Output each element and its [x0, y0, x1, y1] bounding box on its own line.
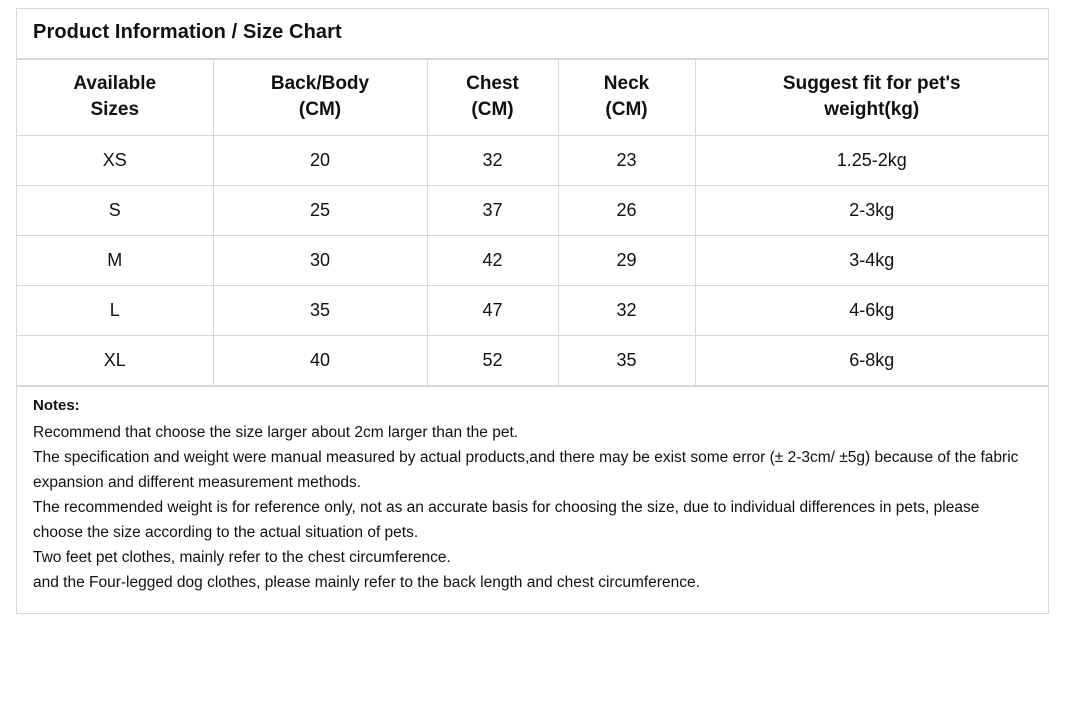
cell-size: S [17, 186, 213, 236]
cell-chest: 42 [427, 236, 558, 286]
cell-chest: 52 [427, 336, 558, 386]
cell-size: L [17, 286, 213, 336]
column-header-available-sizes [17, 60, 213, 136]
notes-line: Recommend that choose the size larger about 2cm larger than the pet. [33, 424, 519, 441]
cell-chest: 37 [427, 186, 558, 236]
notes-line: and the Four-legged dog clothes, please mainly refer to the back length and chest circumference. [33, 574, 700, 591]
table-header [17, 60, 1048, 136]
cell-neck: 35 [558, 336, 695, 386]
cell-weight: 4-6kg [695, 286, 1048, 336]
cell-size: XL [17, 336, 213, 386]
notes-line: The specification and weight were manual measured by actual products,and there may be exist some error (± 2-3cm/ ±5g) because of the fabric expansion and different measurement methods. [33, 449, 1019, 491]
cell-back: 40 [213, 336, 427, 386]
cell-back: 30 [213, 236, 427, 286]
cell-weight: 2-3kg [695, 186, 1048, 236]
column-header-line-1: Chest [466, 73, 519, 94]
column-header-line-2: (CM) [298, 99, 342, 120]
column-header-line-1: Suggest fit for pet's [782, 73, 961, 94]
table-row [17, 286, 1048, 336]
column-header-line-1: Available [73, 73, 157, 94]
notes-title: Notes: [33, 397, 80, 414]
cell-neck: 26 [558, 186, 695, 236]
table-row [17, 236, 1048, 286]
notes-section [17, 386, 1048, 613]
table-body [17, 136, 1048, 386]
table-row [17, 186, 1048, 236]
cell-chest: 32 [427, 136, 558, 186]
column-header-line-1: Back/Body [270, 73, 370, 94]
table-row [17, 336, 1048, 386]
column-header-chest [427, 60, 558, 136]
column-header-neck [558, 60, 695, 136]
cell-neck: 32 [558, 286, 695, 336]
column-header-line-2: Sizes [90, 99, 140, 120]
cell-size: XS [17, 136, 213, 186]
page-title: Product Information / Size Chart [17, 9, 1048, 59]
column-header-back-body [213, 60, 427, 136]
cell-back: 20 [213, 136, 427, 186]
table-row [17, 136, 1048, 186]
table-header-row [17, 60, 1048, 136]
notes-line: The recommended weight is for reference only, not as an accurate basis for choosing the size, due to individual differences in pets, please choose the size according to the actual situation of pets. [33, 499, 980, 541]
cell-back: 35 [213, 286, 427, 336]
cell-back: 25 [213, 186, 427, 236]
column-header-line-2: (CM) [471, 99, 514, 120]
cell-weight: 1.25-2kg [695, 136, 1048, 186]
size-chart-card [16, 8, 1049, 614]
cell-weight: 3-4kg [695, 236, 1048, 286]
cell-weight: 6-8kg [695, 336, 1048, 386]
column-header-line-2: (CM) [605, 99, 648, 120]
cell-neck: 23 [558, 136, 695, 186]
column-header-suggest-weight [695, 60, 1048, 136]
size-chart-table [17, 59, 1048, 386]
cell-size: M [17, 236, 213, 286]
cell-neck: 29 [558, 236, 695, 286]
column-header-line-1: Neck [603, 73, 650, 94]
column-header-line-2: weight(kg) [824, 99, 920, 120]
notes-line: Two feet pet clothes, mainly refer to the chest circumference. [33, 549, 451, 566]
cell-chest: 47 [427, 286, 558, 336]
